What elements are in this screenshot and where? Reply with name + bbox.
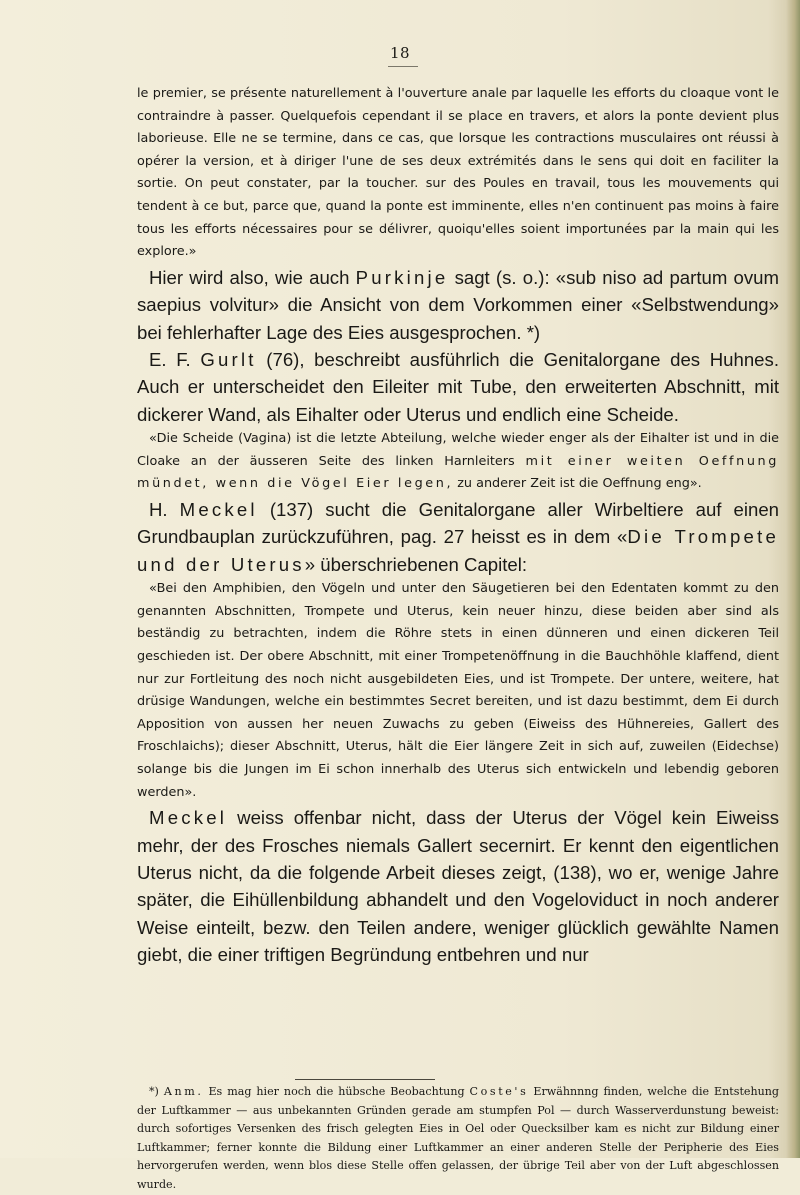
author-name: Meckel: [149, 807, 228, 829]
author-name: Meckel: [179, 498, 258, 520]
text-run: weiss offenbar nicht, dass der Uterus der Vögel kein Eiweiss mehr, der des Frosches niemals Gallert secernirt. Er kennt den eigentlichen Uterus nicht, da die folgende Arbeit dieses zeigt, (138), wo er, wenige Jahre später, die Eihüllenbildung abhandelt und den Vogeloviduct in noch anderer Weise einteilt, bezw. den Teilen andere, weniger glücklich gewählte Namen giebt, die einer triftigen Begründung entbehren und nur: [137, 807, 779, 966]
body-text: [137, 83, 779, 969]
text-run: Erwähnnng finden, welche die Entstehung der Luftkammer — aus unbekannten Gründen gerade am stumpfen Pol — durch Wasserverdunstung beweist: durch sofortiges Versenken des frisch gelegten Eies in Oel oder Quecksilber kam es nicht zur Bildung einer Luftkammer; ferner konnte die Bildung einer Luftkammer an einer anderen Stelle der Peripherie des Eies hervorgerufen werden, wenn blos diese Stelle offen gelassen, der übrige Teil aber von der Luft abgeschlossen wurde.: [137, 1085, 779, 1191]
author-name: Purkinje: [355, 266, 449, 288]
text-run: sagt (s. o.): «sub niso ad partum ovum saepius volvitur» die Ansicht von dem Vorkommen einer «Selbstwendung» bei fehlerhafter Lage des Eies ausgesprochen. *): [137, 266, 779, 343]
text-run: Es mag hier noch die hübsche Beobachtung: [203, 1085, 470, 1098]
text-run: H.: [149, 498, 180, 520]
page-number: 18: [389, 44, 411, 62]
author-name: Gurlt: [200, 348, 257, 370]
text-run: «Bei den Amphibien, den Vögeln und unter den Säugetieren bei den Edentaten kommt zu den genannten Abschnitten, Trompete und Uterus, kein neuer hinzu, diese beiden aber sind als beständig zu betrachten, indem die Röhre stets in einen dünneren und einen dickeren Teil geschieden ist. Der obere Abschnitt, mit einer Trompetenöffnung in die Bauchhöhle klaffend, dient nur zur Fortleitung des noch nicht ausgebildeten Eies, und ist Trompete. Der untere, weitere, hat drüsige Wandungen, welche ein bestimmtes Secret bereiten, und ist dazu bestimmt, dem Ei durch Apposition von aussen her neuen Zuwachs zu geben (Eiweiss des Hühnereies, Gallert des Froschlaichs); dieser Abschnitt, Uterus, hält die Eier längere Zeit in sich auf, zuweilen (Eidechse) solange bis die Jungen im Ei schon innerhalb des Uterus sich entwickeln und lebendig geboren werden».: [137, 581, 779, 800]
footnote-label: Anm.: [163, 1085, 204, 1098]
paragraph-french-quote: [137, 83, 779, 264]
text-run: zu anderer Zeit ist die Oeffnung eng».: [453, 476, 702, 492]
footnote-rule: [295, 1079, 435, 1080]
text-run: Hier wird also, wie auch: [149, 266, 356, 288]
page-edge-shadow: [786, 0, 800, 1158]
footnote-marker: *): [149, 1085, 164, 1098]
footnote: [137, 1083, 779, 1195]
text-run: » überschriebenen Capitel:: [304, 553, 528, 575]
paragraph-gurlt-quote: [137, 428, 779, 496]
emphasized-text: mit einer weiten Oeffnung mündet, wenn die Vögel Eier legen,: [137, 453, 779, 492]
page-number-rule: [388, 66, 418, 67]
paragraph-purkinje: [137, 264, 779, 346]
paragraph-meckel-quote: [137, 578, 779, 804]
text-run: «Die Scheide (Vagina) ist die letzte Abteilung, welche wieder enger als der Eihalter ist und in die Cloake an der äusseren Seite des linken Harnleiters: [137, 431, 779, 469]
chapter-title: Die Trompete und der Uterus: [137, 526, 779, 575]
paragraph-meckel-critique: [137, 804, 779, 968]
author-name: Coste's: [469, 1085, 529, 1098]
text-run: E. F.: [149, 348, 201, 370]
paragraph-gurlt: [137, 346, 779, 428]
text-run: (76), beschreibt ausführlich die Genitalorgane des Huhnes. Auch er unterscheidet den Eileiter mit Tube, den erweiterten Abschnitt, mit dickerer Wand, als Eihalter oder Uterus und endlich eine Scheide.: [137, 348, 779, 425]
text-run: le premier, se présente naturellement à l'ouverture anale par laquelle les efforts du cloaque vont le contraindre à passer. Quelquefois cependant il se place en travers, et alors la ponte devient plus laborieuse. Elle ne se termine, dans ce cas, que lorsque les contractions musculaires ont réussi à opérer la version, et à diriger l'une de ses deux extrémités dans le sens qui doit en faciliter la sortie. On peut constater, par la toucher. sur des Poules en travail, tous les mouvements qui tendent à ce but, parce que, quand la ponte est imminente, elles n'en continuent pas moins à faire tous les efforts nécessaires pour se délivrer, quoiqu'elles soient importunées par la main qui les explore.»: [137, 86, 779, 260]
text-run: (137) sucht die Genitalorgane aller Wirbeltiere auf einen Grundbauplan zurückzuführen, pag. 27 heisst es in dem «: [137, 498, 779, 548]
paragraph-meckel: [137, 496, 779, 578]
